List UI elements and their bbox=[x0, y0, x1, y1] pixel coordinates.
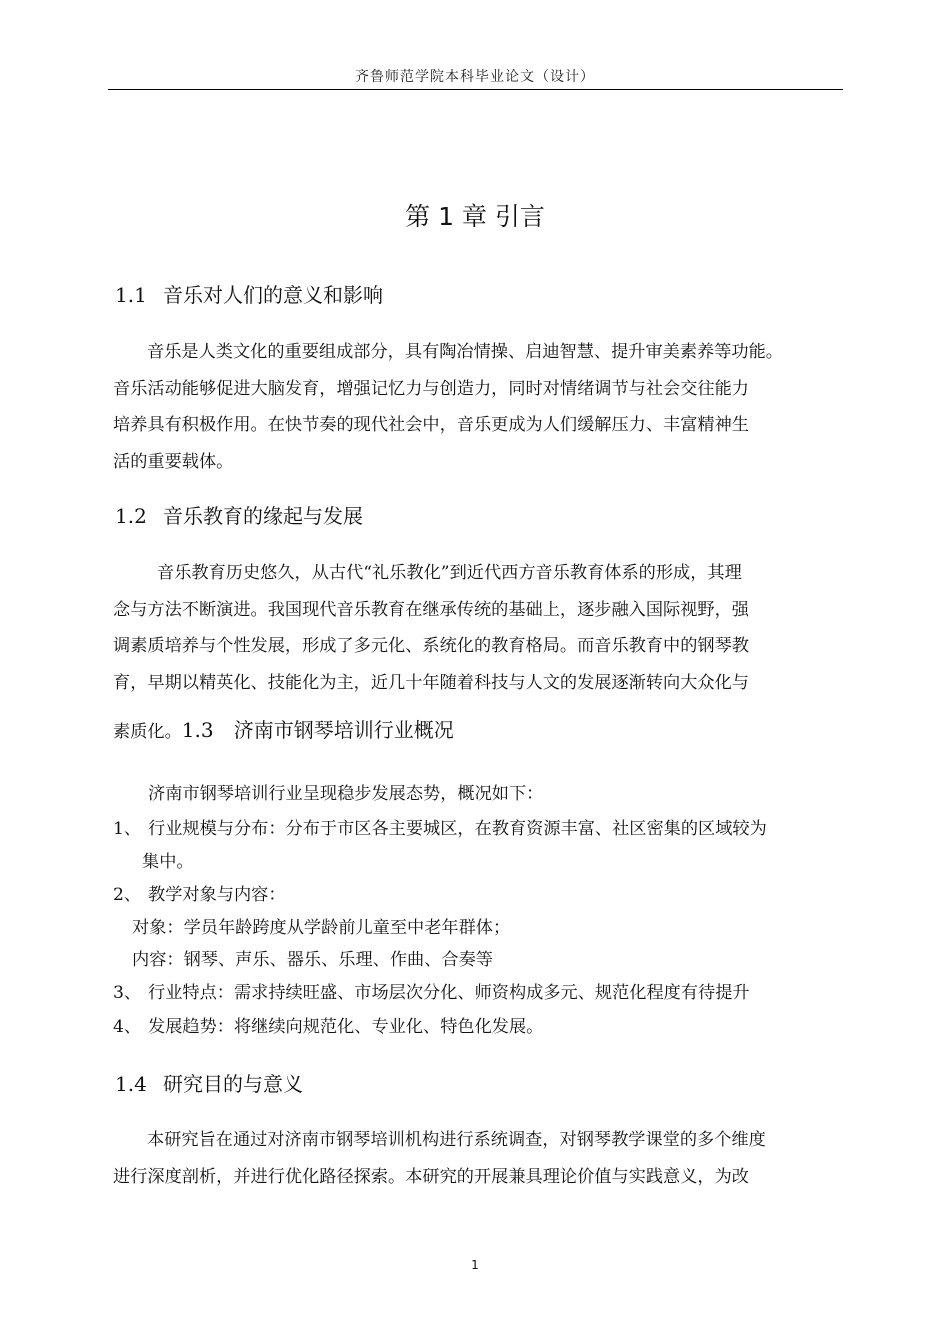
list-marker: 4、 bbox=[113, 1017, 142, 1037]
paragraph-1-1 bbox=[113, 334, 843, 480]
section-number: 1.2 bbox=[115, 504, 147, 528]
paragraph-tail: 素质化。 bbox=[113, 722, 182, 742]
paragraph-line: 育，早期以精英化、技能化为主，近几十年随着科技与人文的发展逐渐转向大众化与 bbox=[113, 672, 749, 693]
list-item-text: 教学对象与内容： bbox=[148, 885, 286, 905]
list-intro: 济南市钢琴培训行业呈现稳步发展态势，概况如下： bbox=[148, 784, 544, 804]
paragraph-line: 音乐是人类文化的重要组成部分，具有陶冶情操、启迪智慧、提升审美素养等功能。 bbox=[147, 342, 783, 362]
paragraph-line: 音乐教育历史悠久，从古代“礼乐教化”到近代西方音乐教育体系的形成，其理 bbox=[157, 563, 742, 583]
list-item-text: 发展趋势：将继续向规范化、专业化、特色化发展。 bbox=[148, 1017, 544, 1037]
header-rule bbox=[108, 89, 843, 90]
page-number: 1 bbox=[471, 1258, 479, 1272]
section-title-text: 音乐教育的缘起与发展 bbox=[163, 504, 363, 528]
list-subitem: 对象：学员年龄跨度从学龄前儿童至中老年群体； bbox=[132, 918, 511, 938]
paragraph-line: 进行深度剖析，并进行优化路径探索。本研究的开展兼具理论价值与实践意义，为改 bbox=[113, 1166, 749, 1187]
list-item-text: 行业规模与分布：分布于市区各主要城区，在教育资源丰富、社区密集的区域较为 bbox=[148, 819, 767, 839]
section-heading-1-1 bbox=[115, 279, 383, 308]
section-heading-1-3 bbox=[113, 714, 454, 743]
paragraph-line: 培养具有积极作用。在快节奏的现代社会中，音乐更成为人们缓解压力、丰富精神生 bbox=[113, 415, 749, 435]
paragraph-line: 本研究旨在通过对济南市钢琴培训机构进行系统调查，对钢琴教学课堂的多个维度 bbox=[147, 1130, 766, 1150]
section-number: 1.3 bbox=[181, 718, 214, 742]
paragraph-1-2 bbox=[113, 555, 843, 701]
list-item bbox=[113, 978, 750, 1003]
list-marker: 1、 bbox=[113, 819, 142, 839]
list-marker: 2、 bbox=[113, 885, 142, 905]
section-heading-1-4 bbox=[115, 1068, 303, 1097]
list-marker: 3、 bbox=[113, 983, 142, 1003]
running-header: 齐鲁师范学院本科毕业论文（设计） bbox=[355, 69, 595, 85]
list-subitem: 内容：钢琴、声乐、器乐、乐理、作曲、合奏等 bbox=[132, 950, 493, 970]
list-item-text: 行业特点：需求持续旺盛、市场层次分化、师资构成多元、规范化程度有待提升 bbox=[148, 983, 750, 1003]
section-title-text: 研究目的与意义 bbox=[163, 1072, 303, 1096]
section-number: 1.4 bbox=[115, 1072, 147, 1096]
list-item bbox=[113, 1012, 543, 1037]
list-item-continuation: 集中。 bbox=[142, 852, 194, 872]
paragraph-line: 音乐活动能够促进大脑发育，增强记忆力与创造力，同时对情绪调节与社会交往能力 bbox=[113, 378, 749, 399]
paragraph-1-4 bbox=[113, 1122, 843, 1195]
chapter-title: 第 1 章 引言 bbox=[405, 202, 545, 231]
list-item bbox=[113, 814, 767, 839]
section-heading-1-2 bbox=[115, 500, 363, 529]
section-number: 1.1 bbox=[115, 283, 147, 307]
list-item bbox=[113, 880, 286, 905]
paragraph-line: 调素质培养与个性发展，形成了多元化、系统化的教育格局。而音乐教育中的钢琴教 bbox=[113, 636, 749, 656]
section-title-text: 音乐对人们的意义和影响 bbox=[163, 283, 383, 307]
section-title-text: 济南市钢琴培训行业概况 bbox=[233, 718, 454, 742]
paragraph-line: 念与方法不断演进。我国现代音乐教育在继承传统的基础上，逐步融入国际视野，强 bbox=[113, 599, 749, 620]
paragraph-line: 活的重要载体。 bbox=[113, 451, 234, 472]
